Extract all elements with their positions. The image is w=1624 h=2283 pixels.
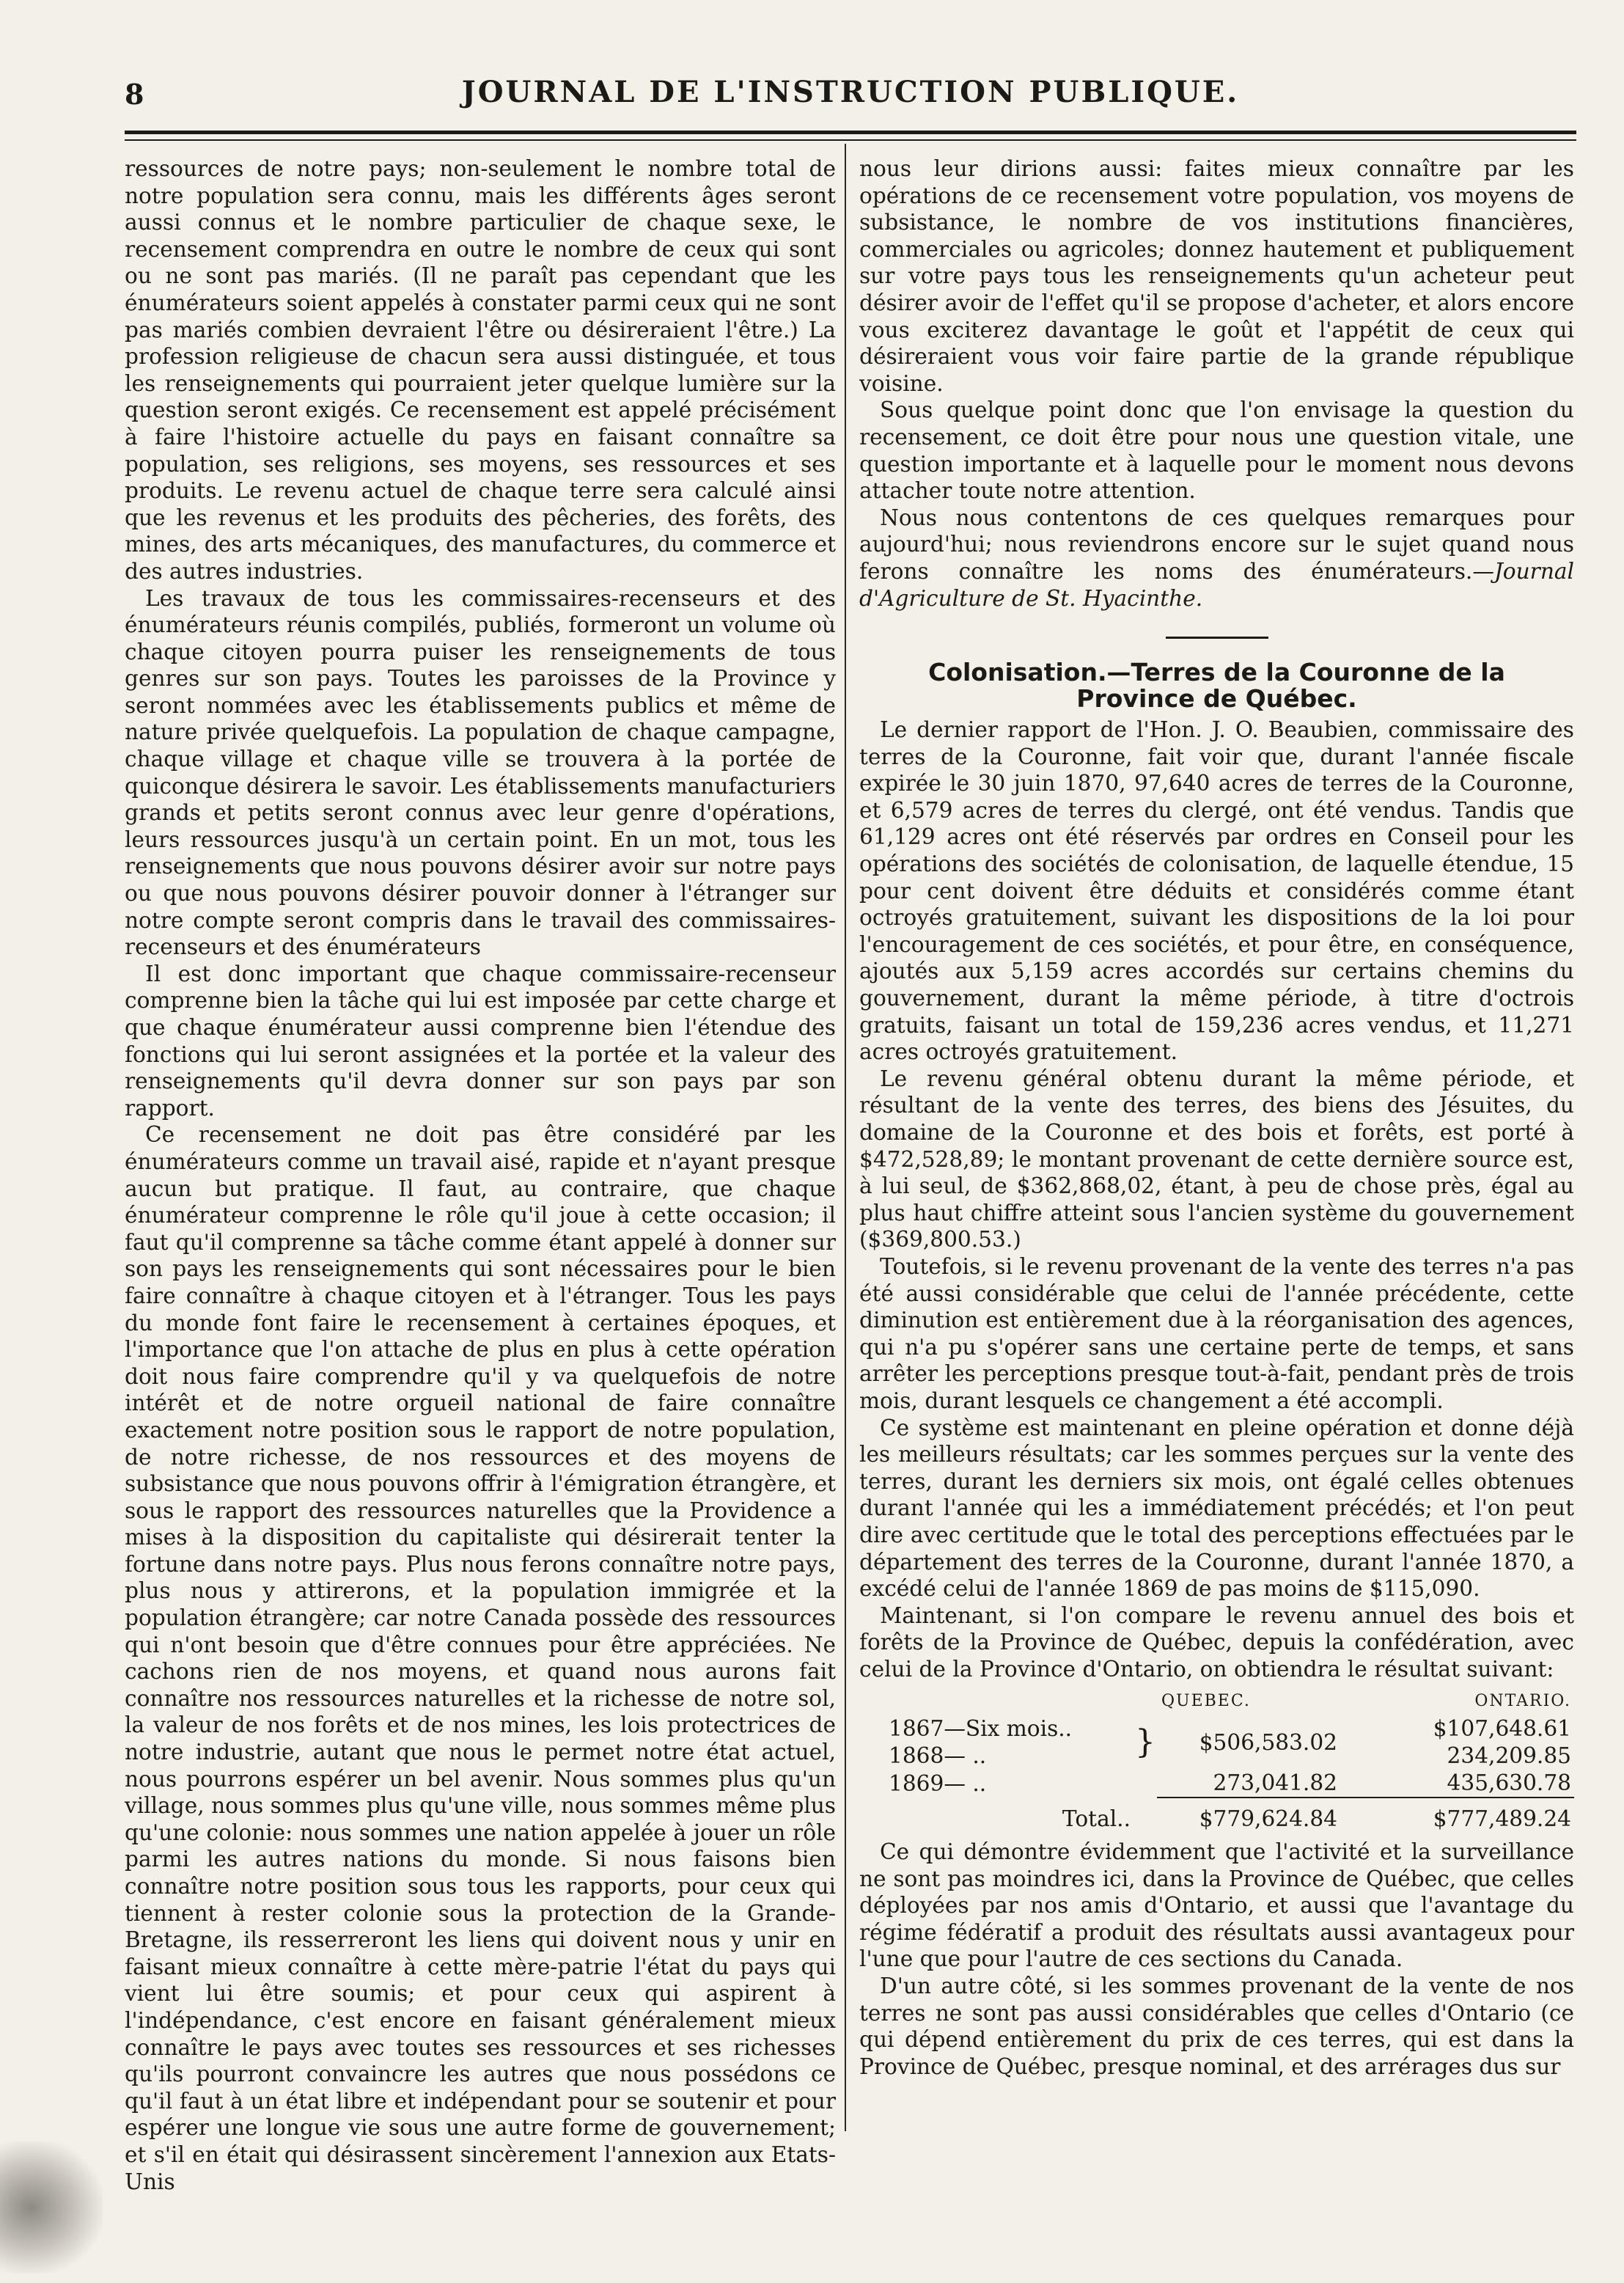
article-paragraph: Le revenu général obtenu durant la même période, et résultant de la vente des terres, des biens des Jésuites, du domaine de la Couronne et des bois et forêts, est porté à $472,528,89; le montant provenant de cette dernière source est, à lui seul, de $362,868,02, étant, à peu de chose près, égal au plus haut chiffre atteint sous l'ancien système du gouvernement ($369,800.53.) [859, 1066, 1574, 1253]
header-ontario: ONTARIO. [1474, 1692, 1571, 1711]
section-separator [1166, 637, 1268, 639]
article-paragraph: Maintenant, si l'on compare le revenu annuel des bois et forêts de la Province de Québec, depuis la confédération, avec celui de la Province d'Ontario, on obtiendra le résultat suivant: [859, 1602, 1574, 1682]
year-cell: 1869— .. [889, 1770, 987, 1796]
section-title-line: Province de Québec. [1076, 684, 1357, 714]
brace-glyph: } [1135, 1723, 1155, 1761]
ontario-cell: 435,630.78 [1447, 1770, 1571, 1796]
total-quebec: $779,624.84 [1157, 1798, 1342, 1833]
table-row [859, 1715, 1574, 1743]
article-paragraph: Le dernier rapport de l'Hon. J. O. Beaubien, commissaire des terres de la Couronne, fait voir que, durant l'année fiscale expirée le 30 juin 1870, 97,640 acres de terres de la Couronne, et 6,579 acres de terres du clergé, ont été vendus. Tandis que 61,129 acres ont été réservés par ordres en Conseil pour les opérations des sociétés de colonisation, de laquelle étendue, 15 pour cent doivent être déduits et considérés comme étant octroyés gratuitement, suivant les dispositions de la loi pour l'encouragement de ces sociétés, et pour être, en conséquence, ajoutés aux 5,159 acres accordés sur certains chemins du gouvernement, durant la même période, à titre d'octrois gratuits, faisant un total de 159,236 acres vendus, et 11,271 acres octroyés gratuitement. [859, 717, 1574, 1065]
article-paragraph: Sous quelque point donc que l'on envisage la question du recensement, ce doit être pour nous une question vitale, une question importante et à laquelle pour le moment nous devons attacher toute notre attention. [859, 397, 1574, 504]
header-rule-thick [125, 131, 1576, 134]
article-paragraph: Les travaux de tous les commissaires-recenseurs et des énumérateurs réunis compilés, publiés, formeront un volume où chaque citoyen pourra puiser les renseignements de tous genres sur son pays. Toutes les paroisses de la Province y seront nommées avec les établissements publics et même de nature privée quelquefois. La population de chaque campagne, chaque village et chaque ville se trouvera à la portée de quiconque désirera le savoir. Les établissements manufacturiers grands et petits seront connus avec leur genre d'opérations, leurs ressources jusqu'à un certain point. En un mot, tous les renseignements que nous pouvons désirer avoir sur notre pays ou que nous pouvons désirer pouvoir donner à l'étranger sur notre compte seront compris dans le travail des commissaires-recenseurs et des énumérateurs [125, 585, 836, 960]
article-paragraph: D'un autre côté, si les sommes provenant de la vente de nos terres ne sont pas aussi considérables que celles d'Ontario (ce qui dépend entièrement du prix de ces terres, qui est dans la Province de Québec, presque nominal, et des arrérages dus sur [859, 1974, 1574, 2079]
table-row [859, 1770, 1574, 1798]
paragraph-text: Nous nous contentons de ces quelques remarques pour aujourd'hui; nous reviendrons encore sur le sujet quand nous ferons connaître les noms des énumérateurs. [859, 505, 1574, 584]
section-title [859, 659, 1574, 712]
article-paragraph [859, 505, 1574, 612]
column-divider [845, 144, 846, 2131]
quebec-cell: 273,041.82 [1213, 1770, 1337, 1796]
article-paragraph: Toutefois, si le revenu provenant de la vente des terres n'a pas été aussi considérable que celui de l'année précédente, cette diminution est entièrement due à la réorganisation des agences, qui n'a pu s'opérer sans une certaine perte de temps, et sans arrêter les perceptions presque tout-à-fait, pendant près de trois mois, durant lesquels ce changement a été accompli. [859, 1253, 1574, 1413]
article-paragraph: nous leur dirions aussi: faites mieux connaître par les opérations de ce recensement votre population, vos moyens de subsistance, le nombre de vos institutions financières, commerciales ou agricoles; donnez hautement et publiquement sur votre pays tous les renseignements qu'un acheteur peut désirer avoir de l'effet qu'il se propose d'acheter, et alors encore vous exciterez davantage le goût et l'appétit de ceux qui désireraient vous voir faire partie de la grande république voisine. [859, 156, 1574, 396]
year-cell: 1867—Six mois.. [889, 1716, 1073, 1742]
journal-title: JOURNAL DE L'INSTRUCTION PUBLIQUE. [461, 75, 1240, 109]
total-ontario: $777,489.24 [1342, 1798, 1574, 1833]
revenue-table [859, 1688, 1574, 1833]
total-label: Total.. [1062, 1806, 1131, 1831]
left-column [125, 155, 836, 2194]
article-paragraph: ressources de notre pays; non-seulement le nombre total de notre population sera connu, mais les différents âges seront aussi connus et le nombre particulier de chaque sexe, le recensement comprendra en outre le nombre de ceux qui sont ou ne sont pas mariés. (Il ne paraît pas cependant que les énumérateurs soient appelés à constater parmi ceux qui ne sont pas mariés combien devraient l'être ou désireraient l'être.) La profession religieuse de chacun sera aussi distinguée, et tous les renseignements qui pourraient jeter quelque lumière sur la question seront exigés. Ce recensement est appelé précisément à faire l'histoire actuelle du pays en faisant connaître sa population, ses religions, ses moyens, ses ressources et ses produits. Le revenu actuel de chaque terre sera calculé ainsi que les revenus et les produits des pêcheries, des forêts, des mines, des arts mécaniques, des manufactures, du commerce et des autres industries. [125, 156, 836, 584]
article-paragraph: Ce système est maintenant en pleine opération et donne déjà les meilleurs résultats; car les sommes perçues sur la vente des terres, durant les derniers six mois, ont égalé celles obtenues durant l'année qui les a immédiatement précédés; et l'on peut dire avec certitude que le total des perceptions effectuées par le département des terres de la Couronne, durant l'année 1870, a excédé celui de l'année 1869 de pas moins de $115,090. [859, 1415, 1574, 1602]
header-rule-thin [125, 139, 1576, 141]
section-title-line: Colonisation.—Terres de la Couronne de la [928, 658, 1505, 687]
year-cell: 1868— .. [889, 1743, 987, 1769]
article-paragraph: Il est donc important que chaque commissaire-recenseur comprenne bien la tâche qui lui est imposée par cette charge et que chaque énumérateur aussi comprenne bien l'étendue des fonctions qui lui seront assignées et la portée et la valeur des renseignements qu'il devra donner sur son pays par son rapport. [125, 961, 836, 1121]
right-column [859, 155, 1574, 2136]
ontario-cell: $107,648.61 [1433, 1716, 1571, 1742]
page-edge-shadow [0, 2141, 103, 2273]
page-number: 8 [125, 78, 144, 111]
ontario-cell: 234,209.85 [1447, 1743, 1571, 1769]
source-credit: —Journal d'Agriculture de St. Hyacinthe. [859, 558, 1574, 611]
article-paragraph: Ce recensement ne doit pas être considéré par les énumérateurs comme un travail aisé, rapide et n'ayant presque aucun but pratique. Il faut, au contraire, que chaque énumérateur comprenne le rôle qu'il joue à cette occasion; il faut qu'il comprenne sa tâche comme étant appelé à donner sur son pays les renseignements qui sont nécessaires pour le bien faire connaître à chaque citoyen et à l'étranger. Tous les pays du monde font faire le recensement à certaines époques, et l'importance que l'on attache de plus en plus à cette opération doit nous faire comprendre qu'il y va quelquefois de notre intérêt et de notre orgueil national de faire connaître exactement notre position sous le rapport de notre population, de notre richesse, de nos ressources et des moyens de subsistance que nous pouvons offrir à l'émigration étrangère, et sous le rapport des ressources naturelles que la Providence a mises à la disposition du capitaliste qui désirerait tenter la fortune dans notre pays. Plus nous ferons connaître notre pays, plus nous y attirerons, et la population immigrée et la population étrangère; car notre Canada possède des ressources qui n'ont besoin que d'être connues pour être appréciées. Ne cachons rien de nos moyens, et quand nous aurons fait connaître nos ressources naturelles et la richesse de notre sol, la valeur de nos forêts et de nos mines, les lois protectrices de notre industrie, autant que nous le permet notre état actuel, nous pourrons espérer un bel avenir. Nous sommes plus qu'un village, nous sommes plus qu'une ville, nous sommes même plus qu'une colonie: nous sommes une nation appelée à jouer un rôle parmi les autres nations du monde. Si nous faisons bien connaître notre position sous tous les rapports, pour ceux qui tiennent à rester colonie sous la protection de la Grande-Bretagne, ils resserreront les liens qui doivent nous y unir en faisant mieux connaître à cette mère-patrie l'état du pays qui vient lui être soumis; et pour ceux qui aspirent à l'indépendance, c'est encore en faisant généralement mieux connaître le pays avec toutes ses ressources et ses richesses qu'ils pourront convaincre les autres que nous possédons ce qu'il faut à un état libre et indépendant pour se soutenir et pour espérer une longue vie sous une autre forme de gouvernement; et s'il en était qui désirassent sincèrement l'annexion aux Etats-Unis [125, 1122, 836, 2194]
quebec-cell: $506,583.02 [1199, 1729, 1337, 1755]
header-quebec: QUEBEC. [1161, 1692, 1251, 1711]
page-header [125, 72, 1576, 116]
table-total-row [859, 1798, 1574, 1833]
article-paragraph: Ce qui démontre évidemment que l'activité et la surveillance ne sont pas moindres ici, dans la Province de Québec, que celles déployées par nos amis d'Ontario, et aussi que l'avantage du régime fédératif a produit des résultats aussi avantageux pour l'une que pour l'autre de ces sections du Canada. [859, 1839, 1574, 1972]
table-header-row [859, 1688, 1574, 1715]
